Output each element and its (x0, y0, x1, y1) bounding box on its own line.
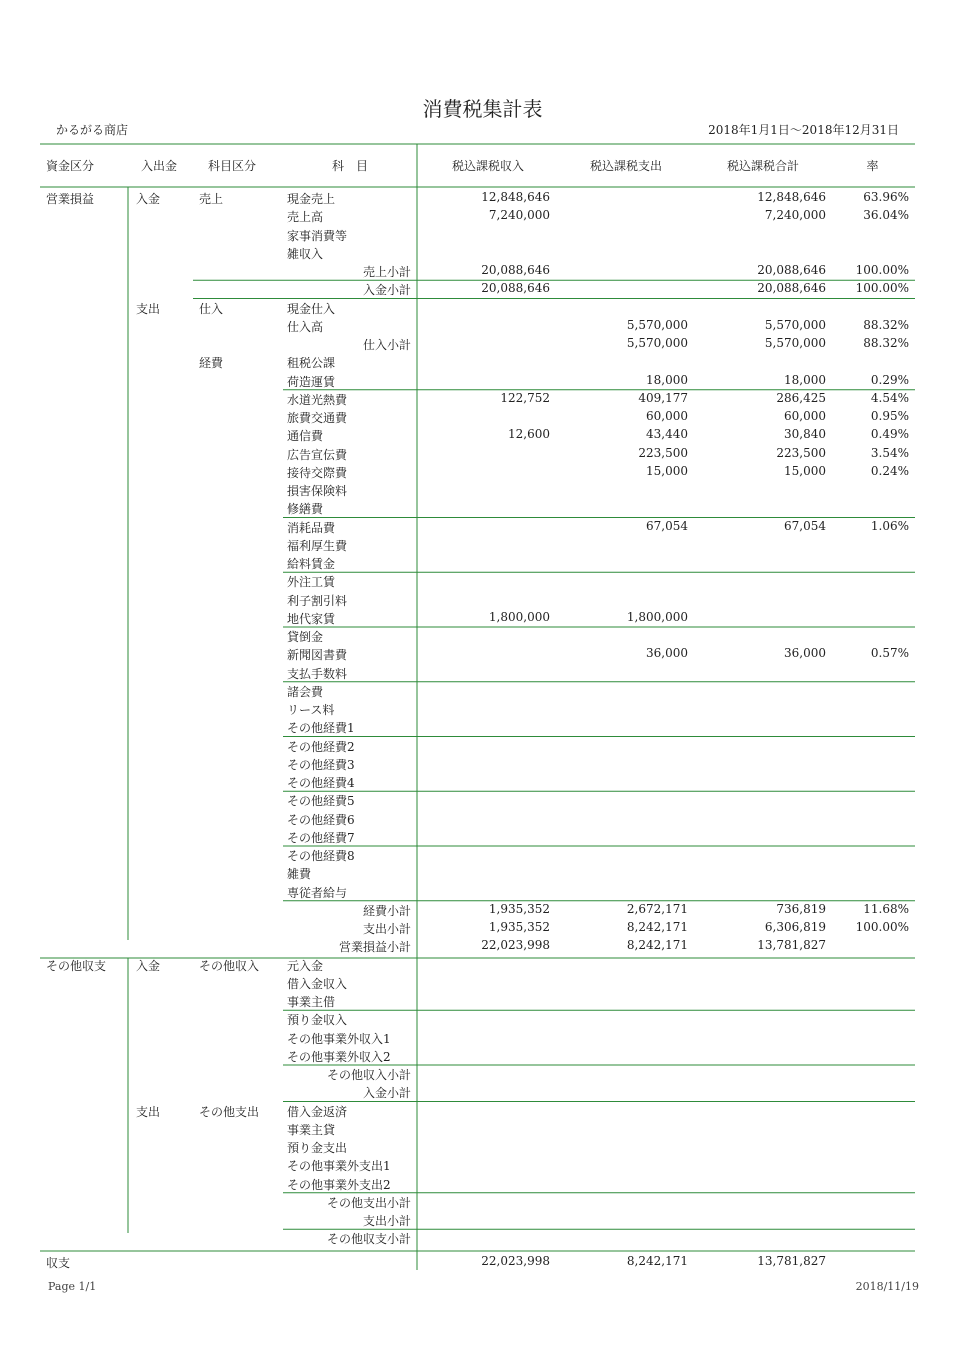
account-name: 通信費 (287, 429, 324, 444)
account-name: 事業主貸 (287, 1122, 336, 1137)
income-value: 12,848,646 (481, 190, 550, 204)
subtotal-label: 支出小計 (362, 922, 411, 936)
fund-category-label: 営業損益 (46, 192, 95, 206)
total-value: 5,570,000 (764, 317, 826, 332)
expense-value: 223,500 (638, 445, 688, 460)
expense-value: 8,242,171 (626, 920, 688, 934)
total-value: 286,425 (776, 390, 826, 405)
balance-total: 13,781,827 (757, 1254, 826, 1268)
total-value: 7,240,000 (764, 208, 826, 223)
income-value: 122,752 (500, 390, 550, 405)
rate-value: 3.54% (870, 445, 909, 460)
account-name: その他経費4 (287, 776, 355, 790)
account-name: 雑収入 (287, 246, 324, 261)
header-taxable-income: 税込課税収入 (451, 159, 524, 173)
account-name: 貸倒金 (287, 630, 324, 644)
expense-value: 1,800,000 (626, 609, 688, 624)
account-name: その他経費1 (287, 721, 355, 736)
subtotal-label: その他収支小計 (326, 1232, 411, 1247)
rate-value: 88.32% (863, 336, 909, 350)
in-out-label: 入金 (136, 192, 161, 206)
account-name: 外注工賃 (287, 575, 336, 590)
account-name: 売上高 (287, 210, 324, 225)
header-taxable-total: 税込課税合計 (726, 159, 799, 173)
expense-value: 36,000 (646, 646, 688, 661)
rate-value: 0.95% (870, 409, 909, 423)
subtotal-label: 営業損益小計 (338, 940, 411, 955)
header-account: 科 目 (331, 159, 368, 173)
account-name: その他経費8 (287, 849, 355, 863)
account-name: 福利厚生費 (287, 538, 348, 553)
balance-expense: 8,242,171 (626, 1254, 688, 1268)
rate-value: 1.06% (870, 518, 909, 533)
rate-value: 100.00% (855, 920, 909, 934)
expense-value: 5,570,000 (626, 317, 688, 332)
account-name: 専従者給与 (287, 885, 348, 900)
rate-value: 100.00% (855, 263, 909, 277)
account-name: 租税公課 (287, 356, 336, 371)
income-value: 7,240,000 (488, 208, 550, 223)
account-name: その他経費3 (287, 757, 355, 772)
account-name: 諸会費 (287, 684, 324, 699)
rate-value: 0.57% (870, 646, 909, 661)
account-category-label: 経費 (199, 356, 224, 371)
income-value: 20,088,646 (481, 263, 550, 277)
rate-value: 36.04% (863, 208, 909, 223)
subtotal-label: 売上小計 (362, 265, 411, 279)
subtotal-label: 経費小計 (362, 903, 411, 918)
account-name: 地代家賃 (287, 611, 336, 626)
account-category-label: 売上 (199, 192, 224, 206)
account-name: 支払手数料 (287, 666, 348, 681)
balance-income: 22,023,998 (481, 1254, 550, 1268)
account-name: 現金売上 (287, 192, 336, 206)
account-name: リース料 (287, 703, 335, 717)
income-value: 12,600 (508, 427, 550, 442)
income-value: 22,023,998 (481, 938, 550, 953)
expense-value: 2,672,171 (626, 901, 688, 916)
in-out-label: 支出 (136, 301, 161, 316)
account-name: 広告宣伝費 (287, 447, 348, 462)
rate-value: 100.00% (855, 281, 909, 296)
rate-value: 88.32% (863, 317, 909, 332)
account-name: 新聞図書費 (287, 648, 348, 663)
account-name: その他事業外支出1 (287, 1159, 391, 1174)
expense-value: 67,054 (646, 518, 688, 533)
header-fund-category: 資金区分 (46, 159, 95, 173)
in-out-label: 入金 (136, 958, 161, 973)
income-value: 20,088,646 (481, 281, 550, 296)
rate-value: 0.24% (870, 463, 909, 478)
account-name: その他事業外支出2 (287, 1177, 391, 1192)
account-category-label: その他支出 (199, 1104, 260, 1119)
rate-value: 4.54% (870, 390, 909, 405)
account-name: 接待交際費 (287, 465, 348, 480)
account-name: 利子割引料 (287, 593, 348, 608)
account-name: 元入金 (287, 958, 324, 973)
total-value: 20,088,646 (757, 281, 826, 296)
account-name: 現金仕入 (287, 301, 336, 316)
account-name: 損害保険料 (287, 484, 348, 498)
account-name: 事業主借 (287, 995, 336, 1009)
total-value: 13,781,827 (757, 938, 826, 953)
subtotal-label: 入金小計 (362, 283, 411, 298)
total-value: 736,819 (776, 901, 826, 916)
account-name: その他経費5 (287, 794, 355, 809)
account-name: その他経費6 (287, 812, 355, 827)
total-value: 18,000 (784, 372, 826, 387)
page-number: Page 1/1 (48, 1280, 97, 1293)
header-in-out: 入出金 (141, 159, 178, 173)
expense-value: 60,000 (646, 409, 688, 423)
account-name: 家事消費等 (287, 228, 348, 243)
total-value: 6,306,819 (764, 920, 826, 934)
account-name: 修繕費 (287, 502, 324, 517)
income-value: 1,800,000 (488, 609, 550, 624)
total-value: 20,088,646 (757, 263, 826, 277)
report-period: 2018年1月1日～2018年12月31日 (708, 123, 899, 137)
expense-value: 15,000 (646, 463, 688, 478)
subtotal-label: その他収入小計 (326, 1068, 411, 1082)
account-name: 荷造運賃 (287, 374, 336, 389)
account-name: 仕入高 (287, 319, 324, 334)
total-value: 67,054 (784, 518, 826, 533)
print-date: 2018/11/19 (855, 1280, 919, 1293)
total-value: 223,500 (776, 445, 826, 460)
expense-value: 43,440 (646, 427, 688, 442)
header-account-category: 科目区分 (208, 159, 257, 173)
balance-label: 収支 (46, 1256, 71, 1270)
expense-value: 5,570,000 (626, 336, 688, 350)
account-name: 給料賃金 (287, 557, 336, 571)
account-name: その他事業外収入1 (287, 1031, 391, 1046)
rate-value: 0.49% (870, 427, 909, 442)
header-rate: 率 (866, 159, 879, 173)
fund-category-label: その他収支 (46, 958, 107, 973)
income-value: 1,935,352 (488, 901, 550, 916)
total-value: 5,570,000 (764, 336, 826, 350)
in-out-label: 支出 (136, 1104, 161, 1119)
total-value: 30,840 (784, 427, 826, 442)
subtotal-label: 支出小計 (362, 1214, 411, 1228)
account-name: 消耗品費 (287, 520, 336, 535)
total-value: 36,000 (784, 646, 826, 661)
account-name: 借入金返済 (287, 1104, 348, 1119)
shop-name: かるがる商店 (56, 123, 129, 137)
account-name: 預り金収入 (287, 1013, 348, 1028)
account-name: 旅費交通費 (287, 411, 348, 425)
rate-value: 0.29% (870, 372, 909, 387)
account-category-label: その他収入 (199, 958, 260, 973)
account-name: その他経費7 (287, 830, 355, 845)
subtotal-label: 入金小計 (362, 1086, 411, 1101)
account-category-label: 仕入 (199, 301, 224, 316)
rate-value: 63.96% (863, 190, 909, 204)
report-title: 消費税集計表 (422, 97, 543, 121)
account-name: 預り金支出 (287, 1141, 348, 1155)
total-value: 12,848,646 (757, 190, 826, 204)
account-name: 雑費 (287, 867, 312, 882)
account-name: その他事業外収入2 (287, 1049, 391, 1064)
expense-value: 18,000 (646, 372, 688, 387)
expense-value: 409,177 (638, 390, 688, 405)
subtotal-label: 仕入小計 (362, 338, 411, 352)
income-value: 1,935,352 (488, 920, 550, 934)
rate-value: 11.68% (863, 901, 909, 916)
expense-value: 8,242,171 (626, 938, 688, 953)
subtotal-label: その他支出小計 (326, 1195, 411, 1210)
header-taxable-expense: 税込課税支出 (589, 159, 662, 173)
account-name: その他経費2 (287, 739, 355, 754)
total-value: 60,000 (784, 409, 826, 423)
account-name: 水道光熱費 (287, 392, 348, 407)
total-value: 15,000 (784, 463, 826, 478)
account-name: 借入金収入 (287, 976, 348, 991)
